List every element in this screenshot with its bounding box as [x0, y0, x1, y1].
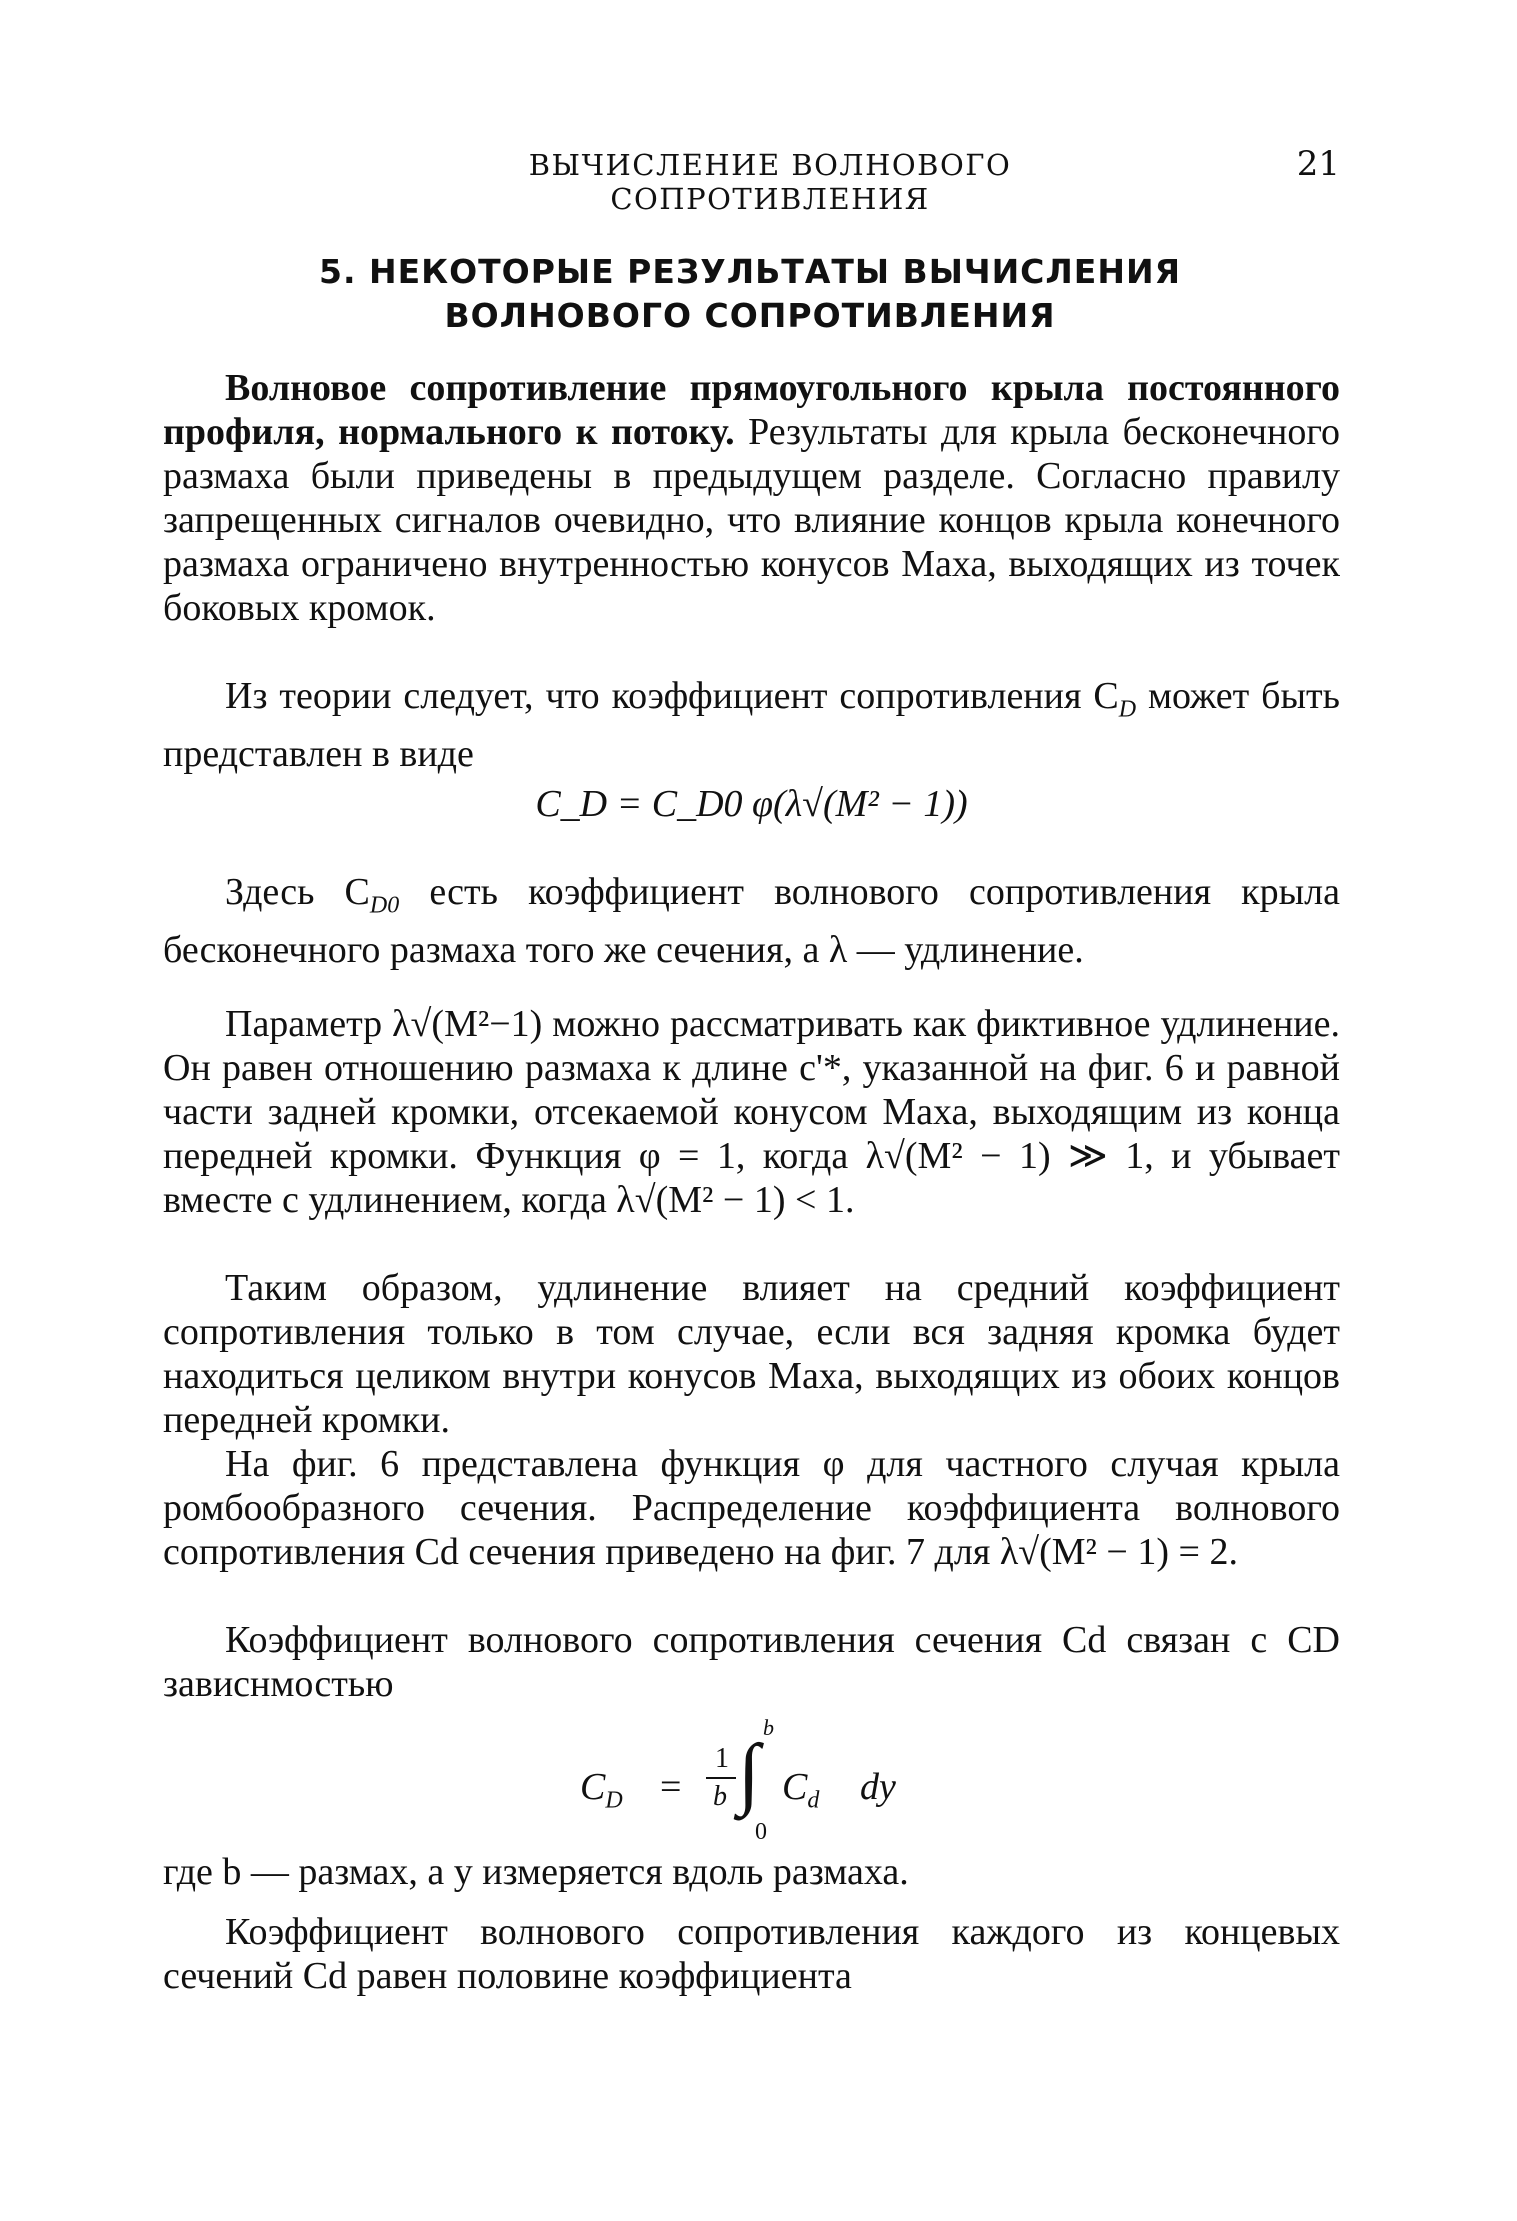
integral-integrand: $C_d$ — [782, 1766, 820, 1814]
paragraph-2-text: Из теории следует, что коэффициент сопротивления C — [225, 675, 1119, 717]
running-title: ВЫЧИСЛЕНИЕ ВОЛНОВОГО СОПРОТИВЛЕНИЯ — [528, 148, 1012, 216]
paragraph-1 — [163, 366, 1340, 630]
paragraph-7 — [163, 1618, 1340, 1706]
formula-integral — [560, 1715, 960, 1845]
integral-fraction-bar — [706, 1777, 736, 1779]
paragraph-3-text-b: есть коэффициент волнового сопротивления крыла бесконечного размаха того же сечения, а λ — удлинение. — [163, 871, 1340, 971]
paragraph-9-text: Коэффициент волнового сопротивления каждого из концевых сечений Cd равен половине коэффициента — [163, 1911, 1340, 1997]
section-title-line-1: 5. НЕКОТОРЫЕ РЕЗУЛЬТАТЫ ВЫЧИСЛЕНИЯ — [318, 252, 1181, 291]
paragraph-6-text: На фиг. 6 представлена функция φ для частного случая крыла ромбообразного сечения. Распределение коэффициента волнового сопротивления Cd сечения приведено на фиг. 7 для λ√(M² − 1) = 2. — [163, 1443, 1340, 1573]
paragraph-8 — [163, 1850, 1340, 1894]
paragraph-4 — [163, 1002, 1340, 1222]
paragraph-9 — [163, 1910, 1340, 1998]
paragraph-3 — [163, 870, 1340, 972]
paragraph-7-text: Коэффициент волнового сопротивления сечения Cd связан с CD зависнмостью — [163, 1619, 1340, 1705]
integral-upper-limit: b — [763, 1715, 774, 1740]
formula-drag-coefficient: C_D = C_D0 φ(λ√(M² − 1)) — [535, 783, 968, 825]
paragraph-5-text: Таким образом, удлинение влияет на средний коэффициент сопротивления только в том случае, если вся задняя кромка будет находиться целиком внутри конусов Маха, выходящих из обоих концов передней кромки. — [163, 1267, 1340, 1441]
integral-integrand-sub: d — [807, 1787, 820, 1814]
paragraph-8-text: где b — размах, а y измеряется вдоль размаха. — [163, 1851, 909, 1893]
paragraph-6 — [163, 1442, 1340, 1574]
integral-fraction-denominator: b — [713, 1781, 727, 1812]
integral-lower-limit: 0 — [755, 1819, 767, 1845]
paragraph-5 — [163, 1266, 1340, 1442]
integral-equals: = — [660, 1766, 682, 1808]
paragraph-3-text-a: Здесь C — [225, 871, 370, 913]
integral-sign: ∫ — [738, 1729, 760, 1817]
integral-differential: dy — [860, 1766, 896, 1808]
paragraph-1-text: Результаты для крыла бесконечного размаха были приведены в предыдущем разделе. Согласно правилу запрещенных сигналов очевидно, что влияние концов крыла конечного размаха ограничено внутренностью конусов Маха, выходящих из точек боковых кромок. — [163, 411, 1340, 629]
section-title — [160, 250, 1340, 338]
paragraph-4-text: Параметр λ√(M²−1) можно рассматривать как фиктивное удлинение. Он равен отношению размаха к длине c'*, указанной на фиг. 6 и равной части задней кромки, отсекаемой конусом Маха, выходящим из конца передней кромки. Функция φ = 1, когда λ√(M² − 1) ≫ 1, и убывает вместе с удлинением, когда λ√(M² − 1) < 1. — [163, 1003, 1340, 1221]
page-number: 21 — [1296, 144, 1340, 184]
paragraph-1-lead: Волновое сопротивление прямоугольного крыла постоянного профиля, нормального к потоку. — [163, 367, 1340, 453]
paragraph-2 — [163, 674, 1340, 776]
paragraph-2-end: может быть представлен в виде — [163, 675, 1340, 775]
integral-lhs: $C_D$ — [580, 1766, 623, 1814]
integral-lhs-sub: D — [605, 1787, 623, 1814]
section-title-line-2: ВОЛНОВОГО СОПРОТИВЛЕНИЯ — [444, 296, 1056, 335]
paragraph-2-sub: D — [1118, 696, 1137, 723]
integral-fraction-numerator: 1 — [715, 1743, 729, 1774]
paragraph-3-sub: D0 — [369, 892, 400, 919]
